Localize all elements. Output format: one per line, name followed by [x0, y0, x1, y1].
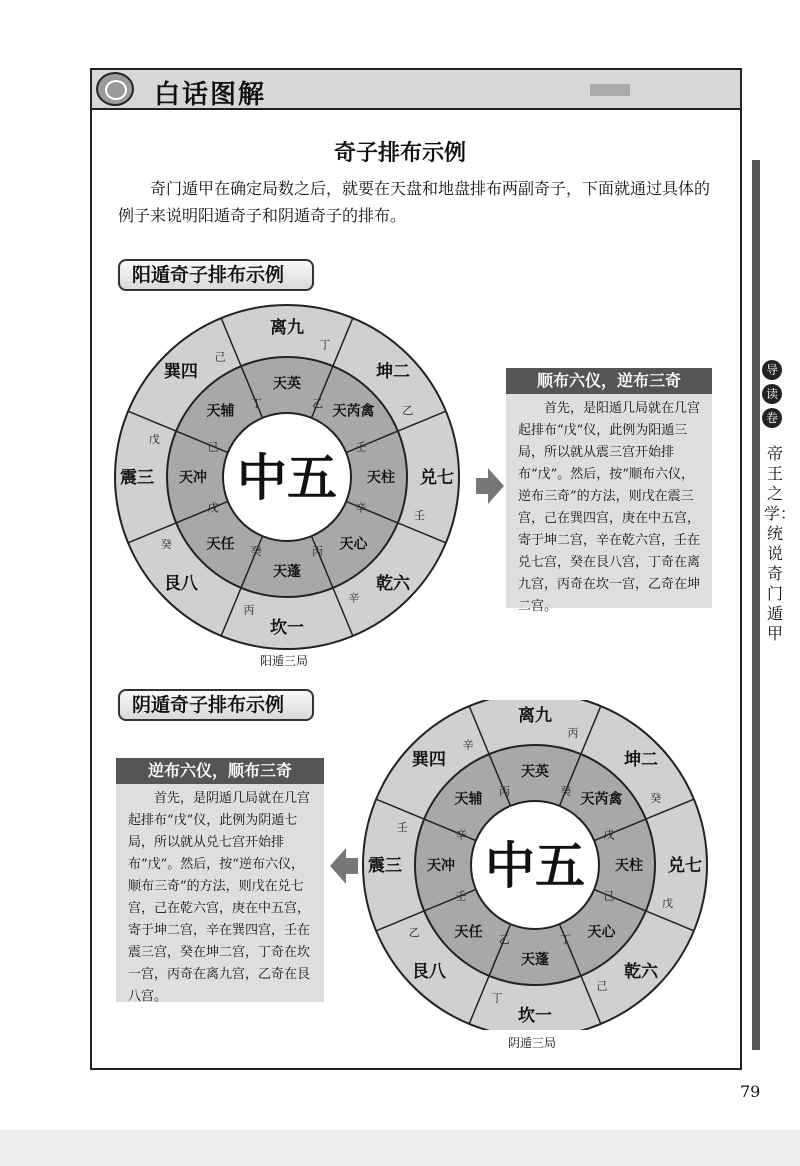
star-label: 天任 [454, 924, 483, 941]
outer-stem-label: 己 [596, 979, 608, 993]
palace-label: 震三 [368, 856, 402, 876]
palace-label: 乾六 [624, 962, 659, 983]
note-body-yang: 首先，是阳遁几局就在几宫起排布“戊”仪，此例为阳遁三局，所以就从震三宫开始排布“戊”。然后，按“顺布六仪，逆布三奇”的方法，则戊在震三宫，己在巽四宫，庚在中五宫，寄于坤二宫，辛在乾六宫，壬在兑七宫，癸在艮八宫，丁奇在离九宫，丙奇在坎一宫，乙奇在坤二宫。 [518, 401, 701, 614]
palace-label: 离九 [518, 706, 552, 726]
star-label: 天芮禽 [332, 403, 375, 420]
page-number: 79 [740, 1082, 761, 1101]
outer-stem-label: 壬 [414, 509, 426, 523]
page-bottom-shade [0, 1130, 800, 1166]
star-label: 天芮禽 [580, 791, 623, 808]
side-badge: 读 [762, 384, 782, 404]
caption-yang: 阳遁三局 [260, 654, 309, 668]
inner-stem-label: 壬 [455, 889, 467, 903]
palace-label: 震三 [120, 468, 154, 488]
star-label: 天心 [587, 924, 616, 941]
palace-label: 坤二 [376, 361, 411, 382]
outer-stem-label: 戊 [148, 432, 160, 446]
note-body-yin: 首先，是阴遁几局就在几宫起排布“戊”仪，此例为阴遁七局，所以就从兑七宫开始排布“戊”。然后，按“逆布六仪，顺布三奇”的方法，则戊在兑七宫，己在乾六宫，庚在中五宫，寄于坤二宫，辛在巽四宫，壬在震三宫，癸在坤二宫，丁奇在坎一宫，丙奇在离九宫，乙奇在艮八宫。 [128, 791, 311, 1004]
inner-stem-label: 辛 [455, 828, 467, 842]
palace-label: 艮八 [411, 962, 446, 983]
outer-stem-label: 乙 [402, 404, 414, 418]
star-label: 天辅 [454, 791, 483, 808]
palace-label: 艮八 [163, 574, 198, 595]
outer-stem-label: 癸 [650, 792, 662, 806]
inner-stem-label: 癸 [250, 544, 262, 558]
wheel-center-label: 中五 [485, 837, 585, 895]
note-title-yin: 逆布六仪，顺布三奇 [116, 758, 324, 784]
star-label: 天蓬 [273, 564, 301, 580]
star-label: 天辅 [206, 403, 235, 420]
intro-paragraph: 奇门遁甲在确定局数之后，就要在天盘和地盘排布两副奇子，下面就通过具体的例子来说明阳遁奇子和阴遁奇子的排布。 [118, 179, 711, 225]
caption-yin: 阴遁三局 [508, 1036, 557, 1050]
yin-wheel-diagram [360, 700, 710, 1030]
palace-label: 兑七 [668, 856, 702, 876]
side-badge: 导 [762, 360, 782, 380]
palace-label: 兑七 [420, 468, 454, 488]
palace-label: 坎一 [270, 618, 304, 638]
inner-stem-label: 乙 [312, 397, 324, 411]
section-title-yang: 阳遁奇子排布示例 [118, 259, 314, 291]
star-label: 天心 [339, 536, 368, 553]
outer-stem-label: 丁 [491, 991, 503, 1005]
inner-stem-label: 癸 [560, 785, 572, 799]
emblem-icon [96, 72, 134, 106]
side-badges [762, 360, 784, 432]
inner-stem-label: 丁 [559, 932, 571, 946]
palace-label: 离九 [270, 318, 304, 338]
outer-stem-label: 癸 [160, 537, 172, 551]
side-strip [752, 160, 760, 1050]
star-label: 天柱 [367, 470, 395, 486]
star-label: 天英 [521, 764, 549, 780]
palace-label: 巽四 [163, 361, 198, 382]
palace-label: 乾六 [376, 574, 411, 595]
outer-stem-label: 壬 [396, 820, 408, 834]
inner-stem-label: 己 [207, 440, 219, 454]
outer-stem-label: 戊 [662, 897, 674, 911]
outer-stem-label: 辛 [348, 591, 360, 605]
section-title-yin: 阴遁奇子排布示例 [118, 689, 314, 721]
header-decoration [590, 84, 630, 96]
inner-stem-label: 丁 [251, 397, 263, 411]
inner-stem-label: 辛 [355, 501, 367, 515]
outer-stem-label: 乙 [408, 925, 420, 939]
star-label: 天冲 [179, 470, 207, 486]
outer-stem-label: 丙 [567, 726, 579, 740]
inner-stem-label: 丙 [311, 544, 323, 558]
note-box-yang [506, 368, 712, 614]
inner-stem-label: 戊 [603, 828, 615, 842]
star-label: 天任 [206, 536, 235, 553]
inner-stem-label: 丙 [499, 785, 511, 799]
outer-stem-label: 丙 [243, 603, 255, 617]
side-running-title: 帝王之学：统说奇门遁甲 [764, 444, 797, 643]
palace-label: 巽四 [411, 749, 446, 770]
outer-stem-label: 辛 [462, 738, 474, 752]
outer-stem-label: 己 [214, 350, 226, 364]
yang-wheel-diagram [112, 302, 462, 652]
inner-stem-label: 乙 [498, 932, 510, 946]
page-title: 奇子排布示例 [333, 141, 466, 166]
star-label: 天冲 [427, 858, 455, 874]
arrow-left-icon [330, 848, 358, 884]
star-label: 天柱 [615, 858, 643, 874]
inner-stem-label: 己 [603, 889, 615, 903]
arrow-right-icon [476, 468, 504, 504]
wheel-center-label: 中五 [237, 449, 337, 507]
star-label: 天英 [273, 376, 301, 392]
inner-stem-label: 壬 [355, 440, 367, 454]
note-title-yang: 顺布六仪，逆布三奇 [506, 368, 712, 394]
note-box-yin [116, 758, 324, 1002]
star-label: 天蓬 [521, 952, 549, 968]
inner-stem-label: 戊 [207, 501, 219, 515]
palace-label: 坎一 [518, 1006, 552, 1026]
outer-stem-label: 丁 [319, 338, 331, 352]
side-badge: 卷 [762, 408, 782, 428]
palace-label: 坤二 [624, 749, 659, 770]
header-title: 白话图解 [154, 80, 267, 110]
